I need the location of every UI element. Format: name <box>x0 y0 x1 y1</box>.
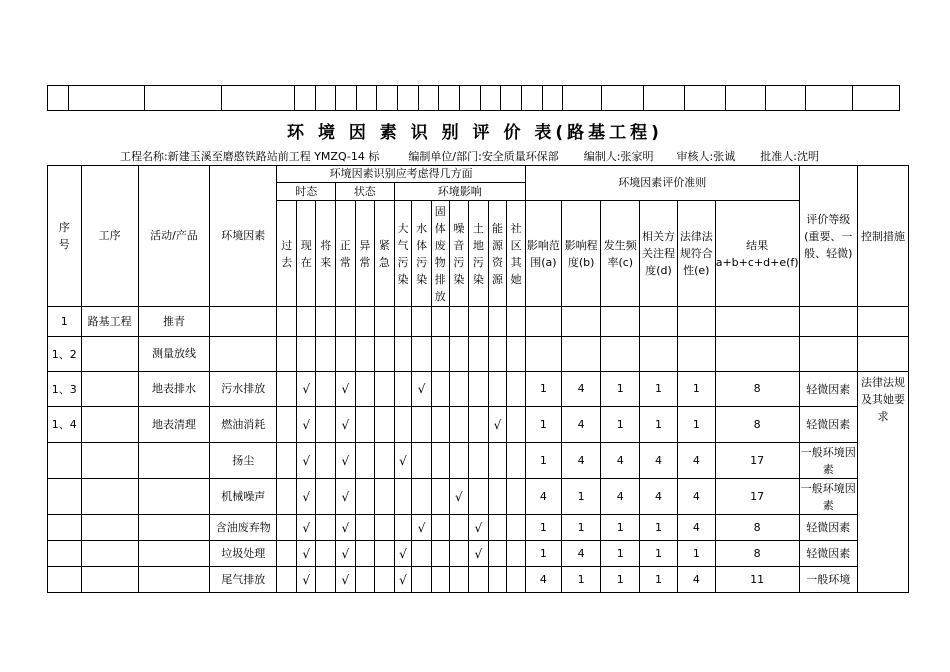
table-row <box>48 541 909 567</box>
header-aspects: 环境因素识别应考虑得几方面 <box>277 166 525 183</box>
row-activity <box>138 541 209 567</box>
row-grade: 轻微因素 <box>799 372 857 407</box>
table-row <box>48 567 909 593</box>
top-blank-strip <box>47 85 900 111</box>
row-activity: 地表清理 <box>138 407 209 443</box>
score-d <box>640 307 678 337</box>
row-process <box>81 443 138 479</box>
header-s-normal: 正常 <box>336 201 356 307</box>
check-cell <box>316 372 336 407</box>
score-d: 1 <box>640 372 678 407</box>
row-process <box>81 479 138 515</box>
check-cell <box>375 407 395 443</box>
check-cell <box>336 307 356 337</box>
table-row <box>48 307 909 337</box>
check-cell <box>507 372 526 407</box>
check-cell: √ <box>296 515 316 541</box>
check-cell <box>336 337 356 372</box>
score-e: 1 <box>677 541 715 567</box>
check-cell <box>394 479 412 515</box>
check-cell <box>316 407 336 443</box>
header-t-now: 现在 <box>296 201 316 307</box>
header-grade: 评价等级(重要、一般、轻微) <box>799 166 857 307</box>
check-cell <box>431 307 449 337</box>
check-cell <box>375 307 395 337</box>
check-cell: √ <box>469 515 489 541</box>
table-row <box>48 479 909 515</box>
row-control-measure <box>857 307 908 337</box>
score-e: 1 <box>677 407 715 443</box>
check-cell: √ <box>336 479 356 515</box>
score-a <box>525 337 561 372</box>
check-cell <box>469 479 489 515</box>
table-row <box>48 515 909 541</box>
check-cell <box>394 515 412 541</box>
check-cell <box>355 372 375 407</box>
check-cell <box>469 337 489 372</box>
meta-project: 工程名称:新建玉溪至磨憨铁路站前工程 YMZQ-14 标 <box>120 150 380 163</box>
document-meta <box>120 148 819 164</box>
check-cell <box>488 307 507 337</box>
header-c-c: 发生频率(c) <box>601 201 640 307</box>
row-activity <box>138 443 209 479</box>
score-e: 4 <box>677 479 715 515</box>
header-t-past: 过去 <box>277 201 297 307</box>
check-cell <box>375 337 395 372</box>
row-seq: 1、2 <box>48 337 82 372</box>
header-seq: 序号 <box>48 166 82 307</box>
row-grade: 轻微因素 <box>799 541 857 567</box>
row-grade <box>799 307 857 337</box>
check-cell: √ <box>296 372 316 407</box>
score-c: 1 <box>601 541 640 567</box>
check-cell <box>355 443 375 479</box>
check-cell <box>488 515 507 541</box>
header-s-emergency: 紧急 <box>375 201 395 307</box>
score-f <box>715 307 799 337</box>
check-cell: √ <box>336 567 356 593</box>
check-cell <box>316 515 336 541</box>
row-factor: 含油废弃物 <box>210 515 277 541</box>
header-criteria: 环境因素评价准则 <box>525 166 799 201</box>
check-cell <box>277 372 297 407</box>
check-cell <box>449 515 469 541</box>
check-cell <box>316 479 336 515</box>
score-f: 8 <box>715 541 799 567</box>
check-cell <box>469 307 489 337</box>
check-cell <box>375 443 395 479</box>
check-cell <box>277 515 297 541</box>
check-cell <box>449 541 469 567</box>
row-activity: 地表排水 <box>138 372 209 407</box>
header-i-soil: 土地污染 <box>469 201 489 307</box>
check-cell <box>488 337 507 372</box>
check-cell <box>431 541 449 567</box>
row-factor: 燃油消耗 <box>210 407 277 443</box>
check-cell <box>277 479 297 515</box>
check-cell <box>355 567 375 593</box>
header-t-future: 将来 <box>316 201 336 307</box>
check-cell <box>431 372 449 407</box>
row-control-measure <box>857 337 908 372</box>
check-cell: √ <box>296 567 316 593</box>
row-factor: 扬尘 <box>210 443 277 479</box>
check-cell <box>316 567 336 593</box>
check-cell <box>412 479 432 515</box>
check-cell <box>488 541 507 567</box>
row-process <box>81 337 138 372</box>
page-title: 环 境 因 素 识 别 评 价 表(路基工程) <box>287 123 663 143</box>
header-c-d: 相关方关注程度(d) <box>640 201 678 307</box>
header-c-f: 结果a+b+c+d+e(f) <box>715 201 799 307</box>
score-d: 4 <box>640 479 678 515</box>
row-seq: 1、3 <box>48 372 82 407</box>
row-factor: 机械噪声 <box>210 479 277 515</box>
header-activity: 活动/产品 <box>138 166 209 307</box>
header-i-waste: 固体废物排放 <box>431 201 449 307</box>
check-cell: √ <box>394 567 412 593</box>
score-a: 1 <box>525 515 561 541</box>
check-cell <box>431 515 449 541</box>
row-control-measure: 法律法规及其她要求 <box>857 372 908 593</box>
check-cell <box>375 372 395 407</box>
row-seq <box>48 479 82 515</box>
score-c: 1 <box>601 567 640 593</box>
check-cell <box>431 567 449 593</box>
check-cell <box>296 337 316 372</box>
row-factor <box>210 337 277 372</box>
check-cell <box>277 443 297 479</box>
header-tense: 时态 <box>277 183 336 201</box>
score-b: 4 <box>561 443 601 479</box>
table-row <box>48 337 909 372</box>
header-i-air: 大气污染 <box>394 201 412 307</box>
row-activity <box>138 567 209 593</box>
score-c: 1 <box>601 372 640 407</box>
row-process <box>81 541 138 567</box>
check-cell <box>355 407 375 443</box>
row-activity <box>138 479 209 515</box>
row-seq <box>48 567 82 593</box>
header-i-energy: 能源资源 <box>488 201 507 307</box>
meta-editor: 编制人:张家明 <box>583 150 654 163</box>
check-cell: √ <box>296 443 316 479</box>
meta-reviewer: 审核人:张诚 <box>676 150 736 163</box>
score-a: 1 <box>525 541 561 567</box>
check-cell: √ <box>488 407 507 443</box>
row-grade: 轻微因素 <box>799 515 857 541</box>
check-cell <box>412 567 432 593</box>
row-process <box>81 567 138 593</box>
header-c-e: 法律法规符合性(e) <box>677 201 715 307</box>
row-grade: 一般环境 <box>799 567 857 593</box>
check-cell <box>507 541 526 567</box>
check-cell: √ <box>296 479 316 515</box>
check-cell <box>469 407 489 443</box>
header-c-a: 影响范围(a) <box>525 201 561 307</box>
check-cell <box>488 372 507 407</box>
check-cell: √ <box>296 541 316 567</box>
check-cell <box>449 337 469 372</box>
row-grade <box>799 337 857 372</box>
check-cell <box>394 407 412 443</box>
score-e: 4 <box>677 515 715 541</box>
score-c: 1 <box>601 407 640 443</box>
row-process <box>81 372 138 407</box>
score-f: 17 <box>715 479 799 515</box>
score-e <box>677 307 715 337</box>
row-process: 路基工程 <box>81 307 138 337</box>
meta-approver: 批准人:沈明 <box>760 150 819 163</box>
check-cell <box>412 337 432 372</box>
check-cell <box>449 567 469 593</box>
check-cell <box>488 479 507 515</box>
row-factor: 垃圾处理 <box>210 541 277 567</box>
check-cell <box>507 443 526 479</box>
check-cell <box>469 567 489 593</box>
check-cell <box>412 443 432 479</box>
check-cell <box>507 515 526 541</box>
row-seq: 1、4 <box>48 407 82 443</box>
check-cell <box>277 407 297 443</box>
header-i-other: 社区其她 <box>507 201 526 307</box>
check-cell <box>355 307 375 337</box>
table-body <box>48 307 909 593</box>
check-cell: √ <box>394 541 412 567</box>
header-impact: 环境影响 <box>394 183 525 201</box>
score-d: 4 <box>640 443 678 479</box>
row-activity: 测量放线 <box>138 337 209 372</box>
score-c: 1 <box>601 515 640 541</box>
header-measure: 控制措施 <box>857 166 908 307</box>
check-cell <box>412 407 432 443</box>
evaluation-table <box>47 165 909 593</box>
row-seq <box>48 443 82 479</box>
score-a: 1 <box>525 372 561 407</box>
score-e: 4 <box>677 567 715 593</box>
check-cell: √ <box>449 479 469 515</box>
check-cell <box>316 541 336 567</box>
table-row <box>48 443 909 479</box>
check-cell <box>277 337 297 372</box>
header-factor: 环境因素 <box>210 166 277 307</box>
check-cell <box>469 372 489 407</box>
row-activity <box>138 515 209 541</box>
check-cell <box>431 337 449 372</box>
score-a <box>525 307 561 337</box>
score-e: 1 <box>677 372 715 407</box>
check-cell <box>507 407 526 443</box>
check-cell: √ <box>336 407 356 443</box>
check-cell <box>488 443 507 479</box>
score-b: 1 <box>561 567 601 593</box>
header-c-b: 影响程度(b) <box>561 201 601 307</box>
score-b: 1 <box>561 515 601 541</box>
score-e: 4 <box>677 443 715 479</box>
score-f: 8 <box>715 515 799 541</box>
check-cell <box>355 479 375 515</box>
meta-unit: 编制单位/部门:安全质量环保部 <box>408 150 559 163</box>
score-a: 4 <box>525 567 561 593</box>
score-f: 11 <box>715 567 799 593</box>
row-seq <box>48 515 82 541</box>
row-grade: 轻微因素 <box>799 407 857 443</box>
check-cell <box>412 307 432 337</box>
header-i-water: 水体污染 <box>412 201 432 307</box>
row-factor: 尾气排放 <box>210 567 277 593</box>
row-grade: 一般环境因素 <box>799 443 857 479</box>
check-cell <box>449 443 469 479</box>
score-d: 1 <box>640 407 678 443</box>
check-cell <box>316 307 336 337</box>
check-cell <box>412 541 432 567</box>
check-cell <box>488 567 507 593</box>
check-cell <box>316 443 336 479</box>
score-f: 8 <box>715 372 799 407</box>
row-process <box>81 515 138 541</box>
row-factor: 污水排放 <box>210 372 277 407</box>
check-cell <box>394 372 412 407</box>
check-cell <box>449 372 469 407</box>
check-cell <box>277 567 297 593</box>
check-cell <box>431 443 449 479</box>
check-cell: √ <box>296 407 316 443</box>
score-d <box>640 337 678 372</box>
check-cell <box>277 307 297 337</box>
check-cell <box>355 337 375 372</box>
score-a: 4 <box>525 479 561 515</box>
check-cell <box>449 307 469 337</box>
check-cell <box>507 307 526 337</box>
check-cell <box>355 541 375 567</box>
score-d: 1 <box>640 541 678 567</box>
score-a: 1 <box>525 443 561 479</box>
header-s-abnormal: 异常 <box>355 201 375 307</box>
score-c <box>601 337 640 372</box>
check-cell <box>394 307 412 337</box>
check-cell <box>507 567 526 593</box>
score-b: 4 <box>561 372 601 407</box>
header-i-noise: 噪音污染 <box>449 201 469 307</box>
row-activity: 推青 <box>138 307 209 337</box>
score-c <box>601 307 640 337</box>
check-cell <box>469 443 489 479</box>
check-cell <box>431 479 449 515</box>
check-cell <box>394 337 412 372</box>
check-cell <box>296 307 316 337</box>
check-cell <box>431 407 449 443</box>
score-a: 1 <box>525 407 561 443</box>
check-cell <box>316 337 336 372</box>
check-cell <box>375 567 395 593</box>
row-factor <box>210 307 277 337</box>
header-process: 工序 <box>81 166 138 307</box>
score-d: 1 <box>640 567 678 593</box>
score-f: 8 <box>715 407 799 443</box>
score-c: 4 <box>601 443 640 479</box>
check-cell: √ <box>412 515 432 541</box>
score-b: 1 <box>561 479 601 515</box>
header-state: 状态 <box>336 183 395 201</box>
table-row <box>48 372 909 407</box>
check-cell <box>375 541 395 567</box>
check-cell: √ <box>336 443 356 479</box>
row-process <box>81 407 138 443</box>
score-d: 1 <box>640 515 678 541</box>
row-grade: 一般环境因素 <box>799 479 857 515</box>
score-b <box>561 337 601 372</box>
score-e <box>677 337 715 372</box>
check-cell: √ <box>336 541 356 567</box>
row-seq <box>48 541 82 567</box>
check-cell: √ <box>394 443 412 479</box>
check-cell: √ <box>412 372 432 407</box>
check-cell <box>277 541 297 567</box>
score-f <box>715 337 799 372</box>
check-cell: √ <box>336 515 356 541</box>
check-cell <box>375 479 395 515</box>
check-cell <box>355 515 375 541</box>
check-cell <box>449 407 469 443</box>
check-cell <box>507 337 526 372</box>
score-b: 4 <box>561 541 601 567</box>
check-cell <box>507 479 526 515</box>
score-f: 17 <box>715 443 799 479</box>
score-b <box>561 307 601 337</box>
score-b: 4 <box>561 407 601 443</box>
check-cell: √ <box>469 541 489 567</box>
score-c: 4 <box>601 479 640 515</box>
row-seq: 1 <box>48 307 82 337</box>
check-cell: √ <box>336 372 356 407</box>
check-cell <box>375 515 395 541</box>
table-row <box>48 407 909 443</box>
